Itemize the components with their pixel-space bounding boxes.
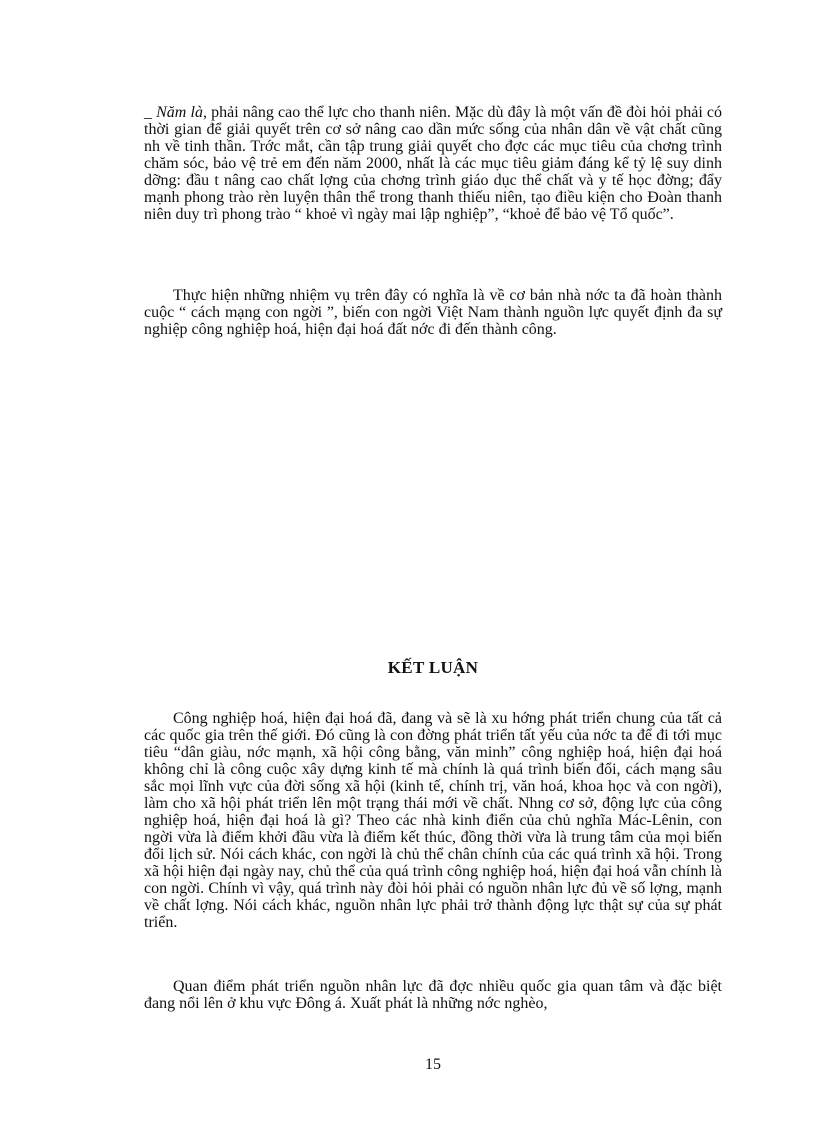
- section-conclusion: [144, 710, 722, 931]
- section-summary: [144, 287, 722, 338]
- section-fifth-task: [144, 104, 722, 223]
- paragraph-conclusion: Công nghiệp hoá, hiện đại hoá đã, đang và sẽ là xu hớng phát triển chung của tất cả các quốc gia trên thế giới. Đó cũng là con đờng phát triển tất yếu của nớc ta để đi tới mục tiêu “dân giàu, nớc mạnh, xã hội công bằng, văn minh” công nghiệp hoá, hiện đại hoá không chỉ là công cuộc xây dựng kinh tế mà chính là quá trình biến đổi, cách mạng sâu sắc mọi lĩnh vực của đời sống xã hội (kinh tế, chính trị, văn hoá, khoa học và con ngời), làm cho xã hội phát triển lên một trạng thái mới về chất. Nhng cơ sở, động lực của công nghiệp hoá, hiện đại hoá là gì? Theo các nhà kinh điển của chủ nghĩa Mác-Lênin, con ngời vừa là điểm khởi đầu vừa là điểm kết thúc, đồng thời vừa là trung tâm của mọi biến đổi lịch sử. Nói cách khác, con ngời là chủ thể chân chính của các quá trình xã hội. Trong xã hội hiện đại ngày nay, chủ thể của quá trình công nghiệp hoá, hiện đại hoá vẫn chính là con ngời. Chính vì vậy, quá trình này đòi hỏi phải có nguồn nhân lực đủ về số lợng, mạnh về chất lợng. Nói cách khác, nguồn nhân lực phải trở thành động lực thật sự của sự phát triển.: [144, 710, 722, 931]
- paragraph-summary: Thực hiện những nhiệm vụ trên đây có nghĩa là về cơ bản nhà nớc ta đã hoàn thành cuộc “ cách mạng con ngời ”, biến con ngời Việt Nam thành nguồn lực quyết định đa sự nghiệp công nghiệp hoá, hiện đại hoá đất nớc đi đến thành công.: [144, 287, 722, 338]
- conclusion-heading: KẾT LUẬN: [387, 658, 479, 677]
- paragraph-fifth-task: [144, 104, 722, 223]
- paragraph-lead-italic: _ Năm là: [144, 104, 203, 121]
- section-human-resources: [144, 978, 722, 1012]
- paragraph-body: , phải nâng cao thể lực cho thanh niên. Mặc dù đây là một vấn đề đòi hỏi phải có thời gian để giải quyết trên cơ sở nâng cao dần mức sống của nhân dân về vật chất cũng nh về tinh thần. Trớc mắt, cần tập trung giải quyết cho đợc các mục tiêu của chơng trình chăm sóc, bảo vệ trẻ em đến năm 2000, nhất là các mục tiêu giảm đáng kể tỷ lệ suy dinh dỡng: đầu t nâng cao chất lợng của chơng trình giáo dục thể chất và y tế học đờng; đẩy mạnh phong trào rèn luyện thân thể trong thanh thiếu niên, tạo điều kiện cho Đoàn thanh niên duy trì phong trào “ khoẻ vì ngày mai lập nghiệp”, “khoẻ để bảo vệ Tổ quốc”.: [144, 104, 723, 223]
- paragraph-human-resources: Quan điểm phát triển nguồn nhân lực đã đợc nhiều quốc gia quan tâm và đặc biệt đang nổi lên ở khu vực Đông á. Xuất phát là những nớc nghèo,: [144, 978, 722, 1012]
- page-number: 15: [425, 1056, 441, 1073]
